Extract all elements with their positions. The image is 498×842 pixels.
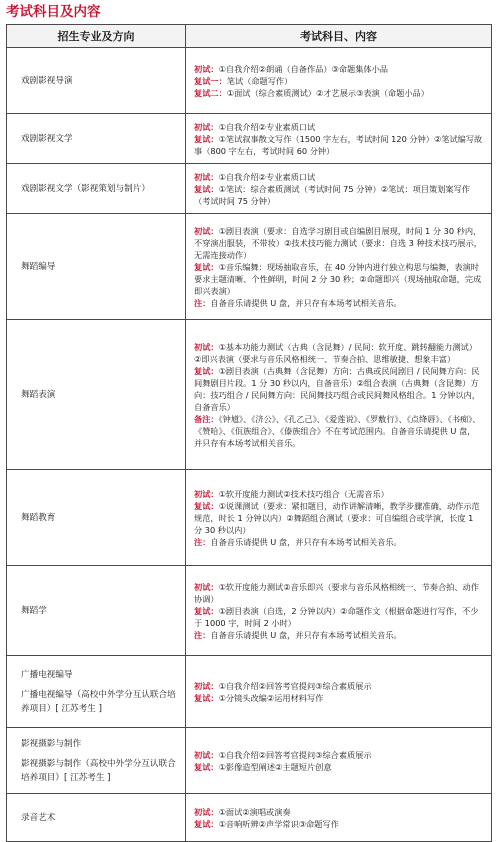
exam-stage-label: 初试： — [194, 806, 219, 817]
exam-stage-text: 《钟馗》、《济公》、《孔乙己》、《爱莲说》、《罗敷行》、《点绛唇》、《书痴》、《赞哈》、《佤族组合》、《傣族组合》不在考试范围内。自备音乐请提供 U 盘，并只存有本场考试相关音乐。 — [194, 413, 481, 448]
major-name: 舞蹈教育 — [21, 512, 56, 523]
exam-line — [194, 629, 483, 641]
major-name: 影视摄影与制作（高校中外学分互认联合培养项目）[ 江苏考生 ] — [21, 758, 176, 783]
exam-line — [194, 75, 483, 87]
exam-stage-label: 复试一： — [194, 75, 227, 86]
table-row — [7, 214, 492, 320]
exam-stage-label: 初试： — [194, 680, 219, 691]
table-row — [7, 320, 492, 470]
content-cell — [186, 656, 492, 728]
major-name: 戏剧影视导演 — [21, 75, 73, 86]
exam-line — [194, 581, 483, 605]
exam-line — [194, 297, 483, 309]
exam-line — [194, 413, 483, 449]
exam-line — [194, 183, 483, 207]
major-name: 舞蹈编导 — [21, 261, 56, 272]
major-cell — [7, 794, 186, 842]
exam-stage-text: ①软开度能力测试②技术技巧组合（无需音乐） — [218, 488, 389, 499]
table-row — [7, 794, 492, 842]
major-cell — [7, 214, 186, 320]
exam-stage-text: ①剧目表演（古典舞（含昆舞）方向：古典或民间剧目 / 民间舞方向：民间舞剧目片段。1 分 30 秒以内，自备音乐）②组合表演（古典舞（含昆舞）方向：技巧组合 / 民间舞方向：民间舞技巧组合或民间舞风格组合。1 分钟以内，自备音乐） — [194, 365, 480, 412]
major-name: 影视摄影与制作 — [21, 738, 82, 749]
exam-stage-text: ①自我介绍②朗诵（自备作品）③命题集体小品 — [218, 63, 388, 74]
exam-stage-label: 复试： — [194, 500, 219, 511]
exam-stage-label: 复试： — [194, 183, 219, 194]
exam-stage-text: ①自我介绍②专业素质口试 — [218, 171, 316, 182]
exam-line — [194, 261, 483, 297]
exam-stage-label: 初试： — [194, 63, 219, 74]
table-row — [7, 164, 492, 214]
major-cell — [7, 656, 186, 728]
content-cell — [186, 728, 492, 794]
exam-line — [194, 749, 483, 761]
content-cell — [186, 214, 492, 320]
exam-stage-label: 注： — [194, 536, 211, 547]
exam-stage-label: 复试： — [194, 605, 219, 616]
exam-line — [194, 605, 483, 629]
content-cell — [186, 114, 492, 164]
exam-line — [194, 87, 483, 99]
exam-line — [194, 806, 483, 818]
exam-stage-label: 注： — [194, 297, 211, 308]
exam-stage-text: ①自我介绍②专业素质口试 — [218, 121, 316, 132]
exam-stage-label: 初试： — [194, 341, 219, 352]
major-name: 广播电视编导 — [21, 669, 73, 680]
exam-stage-label: 初试： — [194, 749, 219, 760]
exam-line — [194, 225, 483, 261]
exam-stage-text: ①笔试叙事散文写作（1500 字左右，考试时间 120 分钟）②笔试编写故事（800 字左右，考试时间 60 分钟） — [194, 133, 483, 156]
major-name: 戏剧影视文学 — [21, 133, 73, 144]
exam-stage-label: 备注： — [194, 413, 219, 424]
major-name: 戏剧影视文学（影视策划与制片） — [21, 183, 150, 194]
table-row — [7, 566, 492, 656]
exam-stage-text: ①分镜头改编②运用材料写作 — [218, 692, 324, 703]
table-row — [7, 114, 492, 164]
exam-line — [194, 680, 483, 692]
exam-stage-text: ①软开度能力测试②音乐即兴（要求与音乐风格相统一、节奏合拍、动作协调） — [194, 581, 479, 604]
major-cell — [7, 164, 186, 214]
major-name: 舞蹈表演 — [21, 389, 56, 400]
exam-line — [194, 536, 483, 548]
exam-stage-label: 初试： — [194, 225, 219, 236]
exam-stage-label: 复试： — [194, 761, 219, 772]
exam-stage-label: 初试： — [194, 171, 219, 182]
exam-stage-label: 复试： — [194, 133, 219, 144]
exam-line — [194, 365, 483, 413]
exam-stage-label: 复试： — [194, 365, 219, 376]
exam-line — [194, 63, 483, 75]
table-row — [7, 728, 492, 794]
exam-stage-label: 初试： — [194, 581, 219, 592]
exam-stage-text: ①说课测试（要求：紧扣题目，动作讲解清晰，教学步骤准确，动作示范规范，时长 1 分钟以内）②舞蹈组合测试（要求：可自编组合或学演，长度 1 分 30 秒以内） — [194, 500, 480, 535]
exam-stage-text: ①基本功能力测试（古典（含昆舞）/ 民间：软开度、跳转翻能力测试）②即兴表演（要求与音乐风格相统一、节奏合拍、思维敏捷、想象丰富） — [194, 341, 477, 364]
exam-stage-text: 自备音乐请提供 U 盘，并只存有本场考试相关音乐。 — [210, 629, 402, 640]
table-row — [7, 470, 492, 566]
major-cell — [7, 320, 186, 470]
exam-line — [194, 500, 483, 536]
exam-stage-text: ①自我介绍②回答考官提问③综合素质展示 — [218, 680, 372, 691]
exam-stage-text: ①面试（综合素质测试）②才艺展示③表演（命题小品） — [226, 87, 429, 98]
exam-stage-label: 复试二： — [194, 87, 227, 98]
exam-stage-text: 自备音乐请提供 U 盘，并只存有本场考试相关音乐。 — [210, 297, 402, 308]
content-cell — [186, 470, 492, 566]
exam-stage-text: ①影像造型阐述②主题短片创意 — [218, 761, 332, 772]
exam-stage-label: 复试： — [194, 818, 219, 829]
exam-stage-label: 初试： — [194, 121, 219, 132]
exam-stage-text: ①自我介绍②回答考官提问③综合素质展示 — [218, 749, 372, 760]
header-content: 考试科目、内容 — [186, 25, 492, 48]
major-cell — [7, 728, 186, 794]
content-cell — [186, 48, 492, 114]
header-major: 招生专业及方向 — [7, 25, 186, 48]
exam-stage-label: 初试： — [194, 488, 219, 499]
exam-stage-label: 注： — [194, 629, 211, 640]
exam-line — [194, 692, 483, 704]
table-row — [7, 48, 492, 114]
content-cell — [186, 794, 492, 842]
major-cell — [7, 566, 186, 656]
major-cell — [7, 114, 186, 164]
section-title: 考试科目及内容 — [6, 4, 101, 20]
major-cell — [7, 48, 186, 114]
exam-stage-text: ①面试②演唱或演奏 — [218, 806, 291, 817]
exam-table — [6, 24, 492, 842]
exam-line — [194, 171, 483, 183]
exam-stage-text: ①音乐编舞：现场抽取音乐，在 40 分钟内进行独立构思与编舞，表演时要求主题清晰、个性鲜明，时间 2 分 30 秒；②命题即兴（现场抽取命题，完成即兴表演） — [194, 261, 482, 296]
major-name: 录音艺术 — [21, 812, 56, 823]
exam-stage-label: 复试： — [194, 261, 219, 272]
exam-stage-text: ①剧目表演（自选，2 分钟以内）②命题作文（根据命题进行写作，不少于 1000 字，时间 2 小时） — [194, 605, 479, 628]
major-name: 广播电视编导（高校中外学分互认联合培养项目）[ 江苏考生 ] — [21, 689, 176, 714]
exam-line — [194, 761, 483, 773]
exam-line — [194, 341, 483, 365]
table-header-row — [7, 25, 492, 48]
major-name: 舞蹈学 — [21, 605, 47, 616]
exam-stage-text: ①音响听辨②声学常识③命题写作 — [218, 818, 339, 829]
exam-line — [194, 121, 483, 133]
exam-stage-label: 复试： — [194, 692, 219, 703]
exam-stage-text: ①笔试：综合素质测试（考试时间 75 分钟）②笔试：项目策划案写作（考试时间 75 分钟） — [194, 183, 470, 206]
content-cell — [186, 164, 492, 214]
content-cell — [186, 320, 492, 470]
exam-stage-text: ①剧目表演（要求：自选学习剧目或自编剧目展现，时间 1 分 30 秒内，不穿演出服装，不带妆）②技术技巧能力测试（要求：自选 3 种技术技巧展示，无需连接动作） — [194, 225, 482, 260]
content-cell — [186, 566, 492, 656]
exam-stage-text: 自备音乐请提供 U 盘，并只存有本场考试相关音乐。 — [210, 536, 402, 547]
exam-stage-text: 笔试（命题写作） — [226, 75, 293, 86]
table-row — [7, 656, 492, 728]
exam-line — [194, 133, 483, 157]
major-cell — [7, 470, 186, 566]
exam-line — [194, 488, 483, 500]
